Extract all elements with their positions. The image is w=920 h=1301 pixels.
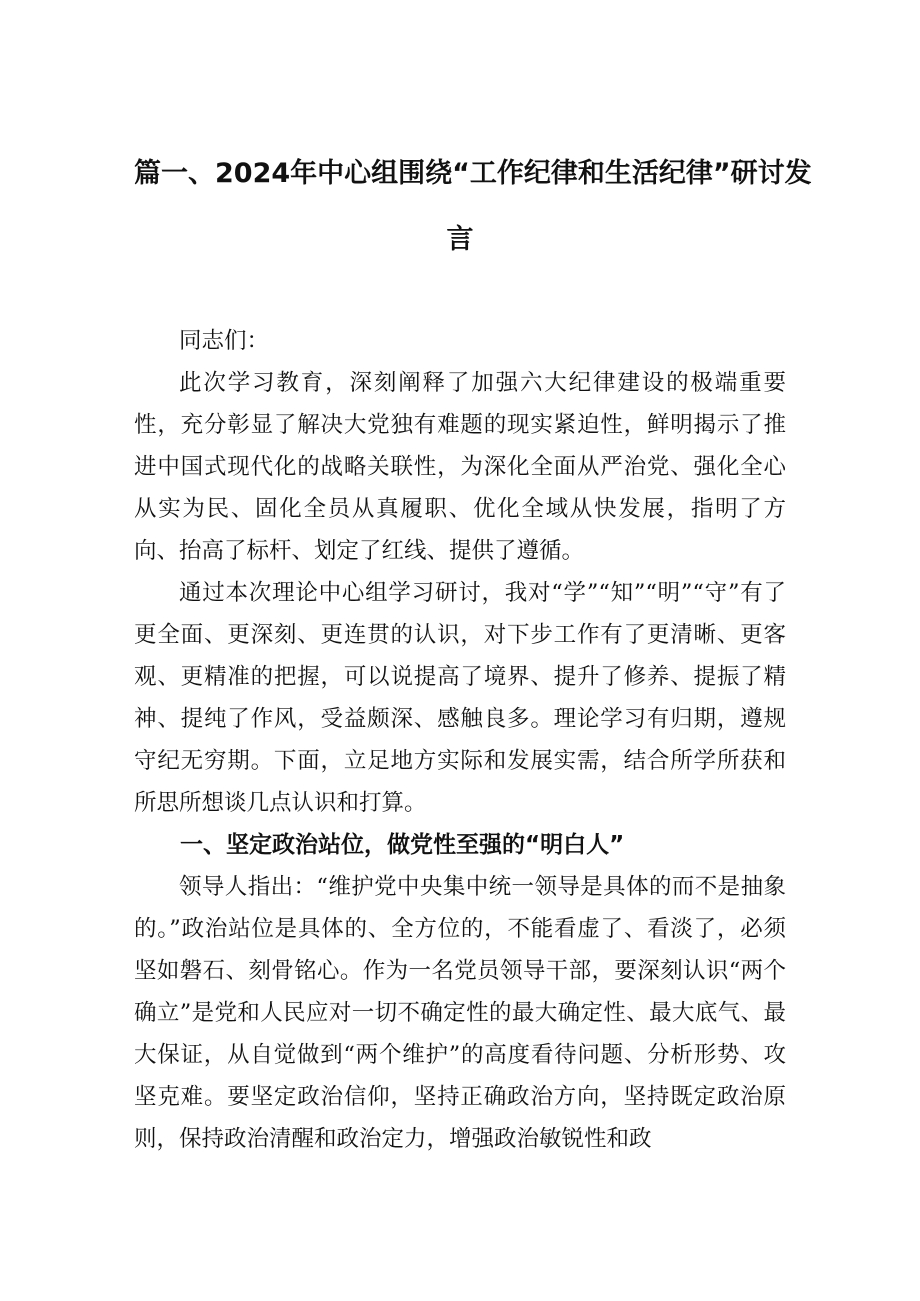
salutation: 同志们： [179, 328, 270, 354]
section-heading: 一、坚定政治站位，做党性至强的“明白人” [180, 832, 625, 858]
section-paragraph: 领导人指出：“维护党中央集中统一领导是具体的而不是抽象的。”政治站位是具体的、全方位的，不能看虚了、看淡了，必须坚如磐石、刻骨铭心。作为一名党员领导干部，要深刻认识“两个确立”是党和人民应对一切不确定性的最大确定性、最大底气、最大保证，从自觉做到“两个维护”的高度看待问题、分析形势、攻坚克难。要坚定政治信仰，坚持正确政治方向，坚持既定政治原则，保持政治清醒和政治定力，增强政治敏锐性和政 [134, 874, 786, 1152]
paragraph-study: 通过本次理论中心组学习研讨，我对“学”“知”“明”“守”有了更全面、更深刻、更连贯的认识，对下步工作有了更清晰、更客观、更精准的把握，可以说提高了境界、提升了修养、提振了精神、提纯了作风，受益颇深、感触良多。理论学习有归期，遵规守纪无穷期。下面，立足地方实际和发展实需，结合所学所获和所思所想谈几点认识和打算。 [134, 580, 786, 816]
document-title-line-2: 言 [446, 224, 474, 255]
document-body [134, 320, 786, 1160]
paragraph-intro: 此次学习教育，深刻阐释了加强六大纪律建设的极端重要性，充分彰显了解决大党独有难题的现实紧迫性，鲜明揭示了推进中国式现代化的战略关联性，为深化全面从严治党、强化全心从实为民、固化全员从真履职、优化全域从快发展，指明了方向、抬高了标杆、划定了红线、提供了遵循。 [134, 370, 786, 564]
document-title-line-1: 篇一、2024年中心组围绕“工作纪律和生活纪律”研讨发 [134, 158, 812, 189]
